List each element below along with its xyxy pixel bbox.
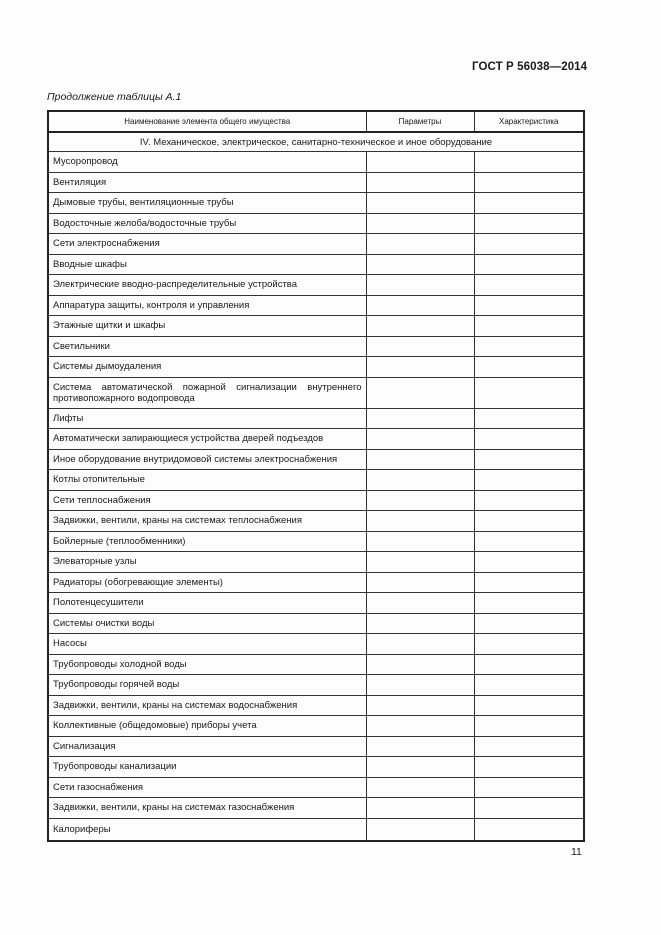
params-cell bbox=[366, 429, 474, 450]
element-name-cell: Сигнализация bbox=[48, 736, 366, 757]
params-cell bbox=[366, 275, 474, 296]
table-row bbox=[48, 654, 584, 675]
column-header-params: Параметры bbox=[366, 111, 474, 132]
section-title: IV. Механическое, электрическое, санитарно-техническое и иное оборудование bbox=[48, 132, 584, 152]
table-row bbox=[48, 295, 584, 316]
element-name-cell: Вентиляция bbox=[48, 172, 366, 193]
characteristic-cell bbox=[474, 429, 584, 450]
params-cell bbox=[366, 316, 474, 337]
table-row bbox=[48, 470, 584, 491]
table-row bbox=[48, 777, 584, 798]
characteristic-cell bbox=[474, 295, 584, 316]
document-designation: ГОСТ Р 56038—2014 bbox=[472, 61, 588, 73]
element-name-cell: Котлы отопительные bbox=[48, 470, 366, 491]
element-name-cell: Бойлерные (теплообменники) bbox=[48, 531, 366, 552]
characteristic-cell bbox=[474, 736, 584, 757]
table-row bbox=[48, 757, 584, 778]
characteristic-cell bbox=[474, 654, 584, 675]
table-row bbox=[48, 357, 584, 378]
characteristic-cell bbox=[474, 572, 584, 593]
element-name-cell: Дымовые трубы, вентиляционные трубы bbox=[48, 193, 366, 214]
characteristic-cell bbox=[474, 449, 584, 470]
element-name-cell: Насосы bbox=[48, 634, 366, 655]
element-name-cell: Этажные щитки и шкафы bbox=[48, 316, 366, 337]
characteristic-cell bbox=[474, 531, 584, 552]
params-cell bbox=[366, 531, 474, 552]
table-row bbox=[48, 213, 584, 234]
params-cell bbox=[366, 798, 474, 819]
characteristic-cell bbox=[474, 357, 584, 378]
characteristic-cell bbox=[474, 716, 584, 737]
element-name-cell: Трубопроводы холодной воды bbox=[48, 654, 366, 675]
element-name-cell: Задвижки, вентили, краны на системах теплоснабжения bbox=[48, 511, 366, 532]
table-row bbox=[48, 736, 584, 757]
params-cell bbox=[366, 552, 474, 573]
characteristic-cell bbox=[474, 552, 584, 573]
table-row bbox=[48, 552, 584, 573]
params-cell bbox=[366, 695, 474, 716]
page-number: 11 bbox=[571, 846, 582, 858]
params-cell bbox=[366, 490, 474, 511]
params-cell bbox=[366, 408, 474, 429]
column-header-characteristic: Характеристика bbox=[474, 111, 584, 132]
table-row bbox=[48, 613, 584, 634]
characteristic-cell bbox=[474, 634, 584, 655]
characteristic-cell bbox=[474, 777, 584, 798]
table-caption: Продолжение таблицы А.1 bbox=[47, 91, 182, 103]
characteristic-cell bbox=[474, 408, 584, 429]
table-row bbox=[48, 152, 584, 173]
table-row bbox=[48, 634, 584, 655]
element-name-cell: Лифты bbox=[48, 408, 366, 429]
element-name-cell: Коллективные (общедомовые) приборы учета bbox=[48, 716, 366, 737]
params-cell bbox=[366, 511, 474, 532]
characteristic-cell bbox=[474, 152, 584, 173]
table-row bbox=[48, 254, 584, 275]
table-row bbox=[48, 593, 584, 614]
table-row bbox=[48, 377, 584, 408]
element-name-cell: Электрические вводно-распределительные устройства bbox=[48, 275, 366, 296]
params-cell bbox=[366, 234, 474, 255]
characteristic-cell bbox=[474, 511, 584, 532]
characteristic-cell bbox=[474, 695, 584, 716]
characteristic-cell bbox=[474, 613, 584, 634]
section-row bbox=[48, 132, 584, 152]
table-row bbox=[48, 193, 584, 214]
characteristic-cell bbox=[474, 234, 584, 255]
table-row bbox=[48, 172, 584, 193]
table-row bbox=[48, 572, 584, 593]
params-cell bbox=[366, 193, 474, 214]
params-cell bbox=[366, 213, 474, 234]
params-cell bbox=[366, 757, 474, 778]
table-row bbox=[48, 818, 584, 841]
params-cell bbox=[366, 254, 474, 275]
table-row bbox=[48, 336, 584, 357]
common-property-table bbox=[47, 110, 585, 842]
characteristic-cell bbox=[474, 470, 584, 491]
column-header-name: Наименование элемента общего имущества bbox=[48, 111, 366, 132]
table-row bbox=[48, 316, 584, 337]
params-cell bbox=[366, 818, 474, 841]
params-cell bbox=[366, 736, 474, 757]
element-name-cell: Аппаратура защиты, контроля и управления bbox=[48, 295, 366, 316]
element-name-cell: Сети газоснабжения bbox=[48, 777, 366, 798]
element-name-cell: Водосточные желоба/водосточные трубы bbox=[48, 213, 366, 234]
characteristic-cell bbox=[474, 377, 584, 408]
element-name-cell: Мусоропровод bbox=[48, 152, 366, 173]
params-cell bbox=[366, 470, 474, 491]
characteristic-cell bbox=[474, 490, 584, 511]
params-cell bbox=[366, 634, 474, 655]
characteristic-cell bbox=[474, 316, 584, 337]
params-cell bbox=[366, 449, 474, 470]
characteristic-cell bbox=[474, 193, 584, 214]
element-name-cell: Системы дымоудаления bbox=[48, 357, 366, 378]
characteristic-cell bbox=[474, 254, 584, 275]
table-row bbox=[48, 716, 584, 737]
element-name-cell: Вводные шкафы bbox=[48, 254, 366, 275]
table-row bbox=[48, 449, 584, 470]
table-row bbox=[48, 275, 584, 296]
characteristic-cell bbox=[474, 275, 584, 296]
element-name-cell: Элеваторные узлы bbox=[48, 552, 366, 573]
characteristic-cell bbox=[474, 798, 584, 819]
element-name-cell: Светильники bbox=[48, 336, 366, 357]
params-cell bbox=[366, 295, 474, 316]
params-cell bbox=[366, 377, 474, 408]
params-cell bbox=[366, 572, 474, 593]
table-row bbox=[48, 798, 584, 819]
element-name-cell: Трубопроводы горячей воды bbox=[48, 675, 366, 696]
element-name-cell: Калориферы bbox=[48, 818, 366, 841]
params-cell bbox=[366, 716, 474, 737]
element-name-cell: Сети электроснабжения bbox=[48, 234, 366, 255]
params-cell bbox=[366, 172, 474, 193]
characteristic-cell bbox=[474, 757, 584, 778]
params-cell bbox=[366, 593, 474, 614]
params-cell bbox=[366, 675, 474, 696]
characteristic-cell bbox=[474, 675, 584, 696]
element-name-cell: Трубопроводы канализации bbox=[48, 757, 366, 778]
element-name-cell: Сети теплоснабжения bbox=[48, 490, 366, 511]
characteristic-cell bbox=[474, 818, 584, 841]
characteristic-cell bbox=[474, 593, 584, 614]
params-cell bbox=[366, 336, 474, 357]
params-cell bbox=[366, 152, 474, 173]
element-name-cell: Система автоматической пожарной сигнализации внутреннего противопожарного водопровода bbox=[48, 377, 366, 408]
element-name-cell: Радиаторы (обогревающие элементы) bbox=[48, 572, 366, 593]
characteristic-cell bbox=[474, 336, 584, 357]
table-row bbox=[48, 234, 584, 255]
element-name-cell: Системы очистки воды bbox=[48, 613, 366, 634]
table-row bbox=[48, 429, 584, 450]
params-cell bbox=[366, 654, 474, 675]
characteristic-cell bbox=[474, 213, 584, 234]
table-row bbox=[48, 675, 584, 696]
table-row bbox=[48, 695, 584, 716]
characteristic-cell bbox=[474, 172, 584, 193]
element-name-cell: Задвижки, вентили, краны на системах водоснабжения bbox=[48, 695, 366, 716]
element-name-cell: Полотенцесушители bbox=[48, 593, 366, 614]
element-name-cell: Задвижки, вентили, краны на системах газоснабжения bbox=[48, 798, 366, 819]
element-name-cell: Автоматически запирающиеся устройства дверей подъездов bbox=[48, 429, 366, 450]
table-header-row bbox=[48, 111, 584, 132]
table-row bbox=[48, 531, 584, 552]
table-row bbox=[48, 511, 584, 532]
params-cell bbox=[366, 613, 474, 634]
table-row bbox=[48, 408, 584, 429]
params-cell bbox=[366, 777, 474, 798]
table-row bbox=[48, 490, 584, 511]
params-cell bbox=[366, 357, 474, 378]
element-name-cell: Иное оборудование внутридомовой системы электроснабжения bbox=[48, 449, 366, 470]
